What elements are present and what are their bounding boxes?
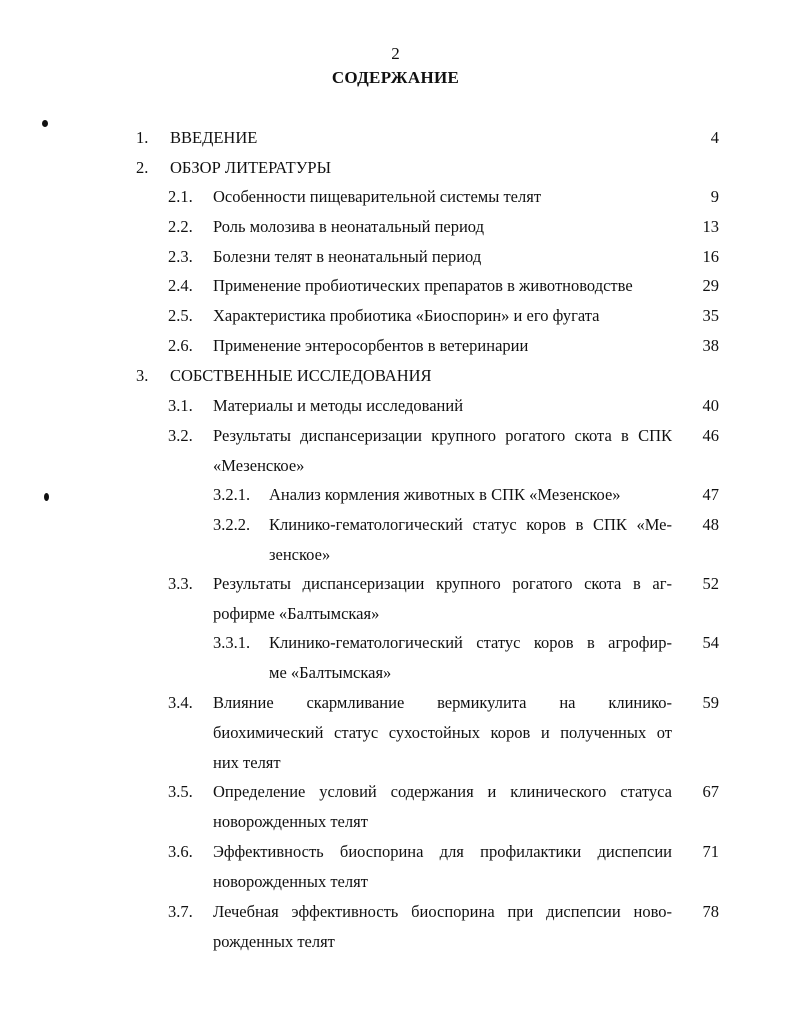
toc-entry-title: рожденных телят	[213, 931, 335, 951]
toc-entry-title: Характеристика пробиотика «Биоспорин» и его фугата	[213, 306, 600, 325]
toc-entry-page: 16	[702, 247, 719, 266]
toc-entry-title: ВВЕДЕНИЕ	[170, 128, 258, 147]
toc-entry-title: Результаты диспансеризации крупного рогатого скота в аг-	[213, 574, 672, 593]
toc-entry-number: 3.5.	[168, 782, 193, 801]
toc-entry-number: 3.3.	[168, 574, 193, 593]
toc-entry-title: Анализ кормления животных в СПК «Мезенское»	[269, 485, 621, 504]
toc-entry-number: 3.6.	[168, 842, 193, 861]
toc-entry-page: 40	[702, 396, 719, 415]
toc-entry-title: них телят	[213, 752, 281, 772]
toc-entry-title: зенское»	[269, 544, 331, 564]
toc-entry-page: 46	[702, 426, 719, 445]
toc-entry-page: 54	[702, 633, 719, 652]
toc-entry-page: 71	[702, 842, 719, 861]
toc-entry-title: Материалы и методы исследований	[213, 396, 464, 415]
toc-entry-number: 3.3.1.	[213, 633, 251, 652]
toc-entry-number: 3.2.	[168, 426, 193, 445]
toc-entry-title: биохимический статус сухостойных коров и полученных от	[213, 722, 672, 742]
toc-entry-number: 2.5.	[168, 306, 193, 325]
toc-entry-title: ме «Балтымская»	[269, 662, 392, 682]
toc-entry-number: 3.7.	[168, 902, 193, 921]
toc-entry-title: Особенности пищеварительной системы телят	[213, 187, 542, 206]
toc-entry-number: 3.2.2.	[213, 515, 251, 534]
toc-entry-page: 47	[702, 485, 719, 504]
toc-entry-title: Применение энтеросорбентов в ветеринарии	[213, 336, 529, 355]
toc-entry-number: 2.	[136, 158, 149, 177]
toc-entry-title: рофирме «Балтымская»	[213, 603, 380, 623]
toc-entry-number: 3.1.	[168, 396, 193, 415]
toc-entry-number: 2.1.	[168, 187, 193, 206]
toc-entry-number: 2.2.	[168, 217, 193, 236]
toc-entry-page: 29	[702, 276, 719, 295]
toc-entry-page: 48	[702, 515, 719, 534]
toc-entry-title: «Мезенское»	[213, 455, 305, 475]
toc-entry-page: 9	[710, 187, 719, 206]
toc-entry-page: 38	[702, 336, 719, 355]
toc-entry-title: Результаты диспансеризации крупного рогатого скота в СПК	[213, 426, 672, 445]
toc-entry-title: Применение пробиотических препаратов в животноводстве	[213, 276, 633, 295]
toc-entry-number: 3.2.1.	[213, 485, 251, 504]
toc-entry-number: 2.4.	[168, 276, 193, 295]
toc-entry-title: новорожденных телят	[213, 811, 368, 831]
toc-entry-page: 52	[702, 574, 719, 593]
page-number: 2	[391, 44, 400, 63]
toc-entry-title: новорожденных телят	[213, 871, 368, 891]
toc-entry-title: Клинико-гематологический статус коров в СПК «Ме-	[269, 515, 672, 534]
toc-entry-page: 4	[710, 128, 719, 147]
toc-entry-page: 59	[702, 693, 719, 712]
toc-entry-title: Лечебная эффективность биоспорина при диспепсии ново-	[213, 902, 672, 921]
toc-entry-number: 2.3.	[168, 247, 193, 266]
toc-entry-number: 3.4.	[168, 693, 193, 712]
toc-entry-title: СОБСТВЕННЫЕ ИССЛЕДОВАНИЯ	[170, 366, 432, 385]
toc-entry-title: Определение условий содержания и клинического статуса	[213, 782, 672, 801]
toc-entry-number: 2.6.	[168, 336, 193, 355]
toc-entry-page: 13	[702, 217, 719, 236]
toc-entry-title: Клинико-гематологический статус коров в агрофир-	[269, 633, 672, 652]
toc-entry-title: Болезни телят в неонатальный период	[213, 247, 482, 266]
toc-entry-title: ОБЗОР ЛИТЕРАТУРЫ	[170, 158, 331, 177]
toc-entry-page: 67	[702, 782, 719, 801]
toc-entry-page: 78	[702, 902, 719, 921]
toc-entry-title: Эффективность биоспорина для профилактики диспепсии	[213, 842, 672, 861]
toc-entry-number: 1.	[136, 128, 149, 147]
toc-entry-title: Роль молозива в неонатальный период	[213, 217, 484, 236]
toc-entry-title: Влияние скармливание вермикулита на клинико-	[213, 693, 672, 712]
toc-entry-number: 3.	[136, 366, 149, 385]
toc-entry-page: 35	[702, 306, 719, 325]
page-title: СОДЕРЖАНИЕ	[331, 68, 460, 87]
